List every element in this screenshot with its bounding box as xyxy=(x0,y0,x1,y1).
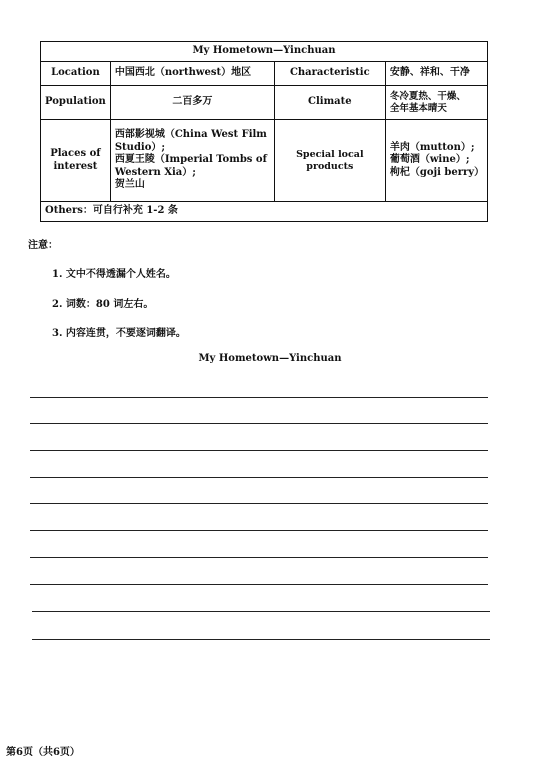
place-item: 贺兰山 xyxy=(114,179,145,191)
writing-line[interactable] xyxy=(30,503,488,504)
writing-line[interactable] xyxy=(30,557,488,558)
notes-heading: 注意： xyxy=(28,240,58,251)
info-table xyxy=(40,41,488,222)
places-value xyxy=(110,120,274,202)
climate-value-line1: 冬冷夏热、干燥、 xyxy=(389,90,466,102)
others-row: Others：可自行补充 1-2 条 xyxy=(41,202,488,222)
products-label: Special local products xyxy=(274,120,385,202)
table-title: My Hometown—Yinchuan xyxy=(41,42,488,62)
note-item: 1. 文中不得透漏个人姓名。 xyxy=(52,269,176,280)
note-item: 3. 内容连贯，不要逐词翻译。 xyxy=(52,328,186,339)
writing-line[interactable] xyxy=(30,450,488,451)
place-item: 西部影视城（China West Film Studio）; xyxy=(114,129,267,153)
writing-line[interactable] xyxy=(32,639,490,640)
climate-label: Climate xyxy=(274,86,385,120)
writing-line[interactable] xyxy=(30,397,488,398)
population-value: 二百多万 xyxy=(110,86,274,120)
characteristic-label: Characteristic xyxy=(274,62,385,86)
writing-line[interactable] xyxy=(30,423,488,424)
product-item: 葡萄酒（wine）; xyxy=(389,154,470,166)
essay-title: My Hometown—Yinchuan xyxy=(198,353,342,364)
place-item: 西夏王陵（Imperial Tombs of Western Xia）; xyxy=(114,154,267,178)
product-item: 枸杞（goji berry） xyxy=(389,166,485,178)
places-label: Places of interest xyxy=(41,120,111,202)
climate-value xyxy=(385,86,487,120)
product-item: 羊肉（mutton）; xyxy=(389,141,475,153)
page-footer: 第6页（共6页） xyxy=(6,747,80,758)
population-label: Population xyxy=(41,86,111,120)
climate-value-line2: 全年基本晴天 xyxy=(389,102,447,114)
writing-line[interactable] xyxy=(32,611,490,612)
products-value xyxy=(385,120,487,202)
writing-line[interactable] xyxy=(30,530,488,531)
characteristic-value: 安静、祥和、干净 xyxy=(385,62,487,86)
location-label: Location xyxy=(41,62,111,86)
writing-line[interactable] xyxy=(30,584,488,585)
writing-line[interactable] xyxy=(30,477,488,478)
location-value: 中国西北（northwest）地区 xyxy=(110,62,274,86)
note-item: 2. 词数：80 词左右。 xyxy=(52,299,154,310)
